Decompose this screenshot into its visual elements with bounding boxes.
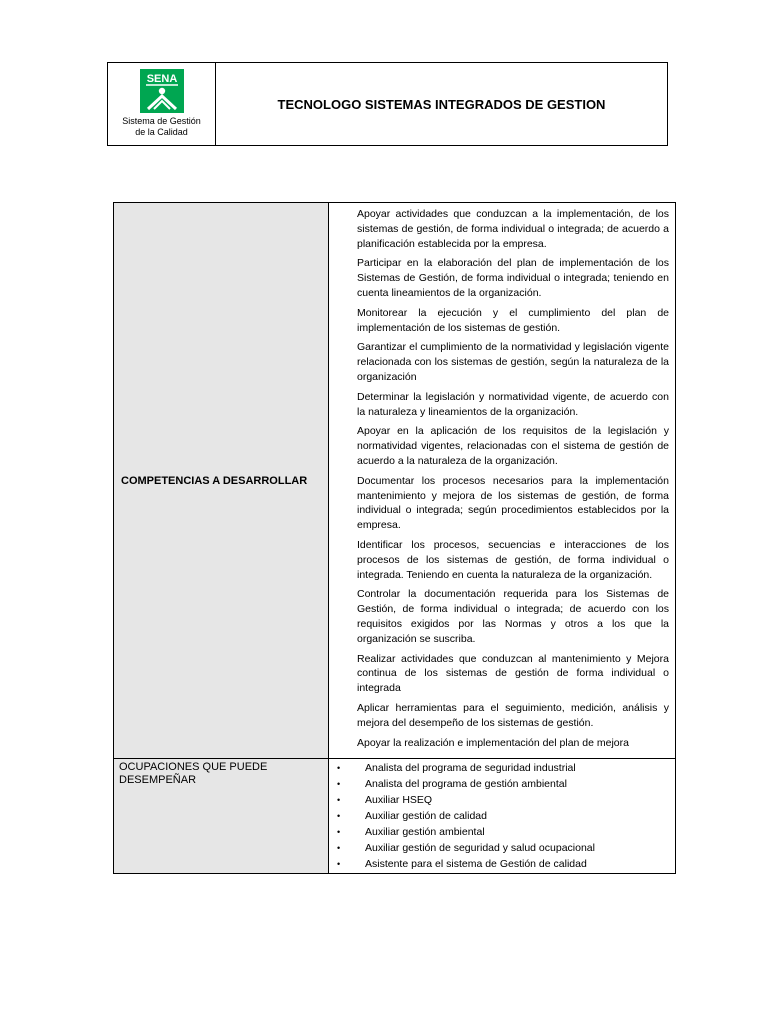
document-title: TECNOLOGO SISTEMAS INTEGRADOS DE GESTION [277, 96, 606, 112]
competencias-label-cell [114, 203, 329, 759]
bullet-icon [335, 207, 357, 251]
competencias-label: COMPETENCIAS A DESARROLLAR [121, 474, 308, 487]
list-item-text: Auxiliar gestión de calidad [365, 810, 487, 823]
sena-logo [140, 69, 184, 113]
bullet-icon [335, 538, 357, 582]
list-item [335, 340, 669, 384]
list-item-text: Auxiliar HSEQ [365, 794, 433, 807]
bullet-icon [335, 652, 357, 696]
ocupaciones-list-cell [329, 759, 676, 874]
bullet-icon [335, 587, 357, 646]
bullet-icon: • [337, 763, 341, 774]
list-item-text: Analista del programa de gestión ambiental [365, 778, 567, 791]
list-item [335, 390, 669, 420]
list-item-text: Realizar actividades que conduzcan al mantenimiento y Mejora continua de los sistemas de gestión de forma individual o integrada [357, 652, 669, 695]
bullet-icon [335, 256, 357, 300]
list-item-text: Auxiliar gestión de seguridad y salud ocupacional [365, 842, 595, 855]
list-item-text: Identificar los procesos, secuencias e interacciones de los procesos de los sistemas de gestión, de forma individual o integrada. Teniendo en cuenta la naturaleza de la organización. [357, 538, 669, 581]
list-item-text: Asistente para el sistema de Gestión de calidad [365, 858, 587, 871]
document-header [107, 62, 668, 146]
logo-caption [122, 116, 201, 138]
list-item [337, 808, 675, 824]
bullet-icon: • [337, 843, 341, 854]
list-item [337, 792, 675, 808]
list-item [337, 856, 675, 872]
ocupaciones-row [114, 759, 676, 874]
list-item [337, 824, 675, 840]
list-item-text: Documentar los procesos necesarios para la implementación mantenimiento y mejora de los sistemas de gestión, de forma individual o integrada; según procedimientos establecidos por la empresa. [357, 474, 669, 532]
competencias-list [329, 203, 675, 758]
list-item-text: Participar en la elaboración del plan de implementación de los Sistemas de Gestión, de forma individual o integrada; teniendo en cuenta lineamientos de la organización. [357, 257, 669, 299]
bullet-icon [335, 340, 357, 384]
bullet-icon [335, 701, 357, 731]
logo-caption-line1: Sistema de Gestión [122, 116, 201, 126]
ocupaciones-list [329, 759, 675, 873]
list-item-text: Controlar la documentación requerida para los Sistemas de Gestión, de forma individual o integrada; de acuerdo con los requisitos exigidos por las Normas y otros a los que la organización se suscriba. [357, 588, 669, 645]
list-item [335, 207, 669, 251]
bullet-icon: • [337, 827, 341, 838]
logo-cell [108, 63, 216, 145]
list-item-text: Apoyar actividades que conduzcan a la implementación, de los sistemas de gestión, de forma individual o integrada; de acuerdo a planificación establecida por la empresa. [357, 208, 669, 250]
list-item [337, 776, 675, 792]
list-item-text: Garantizar el cumplimiento de la normatividad y legislación vigente relacionada con los sistemas de gestión, según la naturaleza de la organización [357, 341, 669, 383]
ocupaciones-label-cell [114, 759, 329, 874]
list-item-text: Determinar la legislación y normatividad vigente, de acuerdo con la naturaleza y lineamientos de la organización. [357, 390, 669, 418]
list-item-text: Aplicar herramientas para el seguimiento, medición, análisis y mejora del desempeño de los sistemas de gestión. [357, 701, 669, 729]
list-item [335, 587, 669, 646]
list-item [335, 424, 669, 468]
competencias-list-cell [329, 203, 676, 759]
ocupaciones-label: OCUPACIONES QUE PUEDE DESEMPEÑAR [119, 761, 268, 787]
bullet-icon [335, 424, 357, 468]
bullet-icon [335, 736, 357, 751]
list-item [335, 474, 669, 533]
list-item [335, 306, 669, 336]
list-item-text: Analista del programa de seguridad industrial [365, 762, 576, 775]
list-item [337, 760, 675, 776]
competencias-row [114, 203, 676, 759]
list-item-text: Auxiliar gestión ambiental [365, 826, 485, 839]
bullet-icon [335, 474, 357, 533]
list-item [335, 736, 669, 751]
list-item-text: Apoyar en la aplicación de los requisitos de la legislación y normatividad vigentes, relacionadas con el sistema de gestión de acuerdo a la naturaleza de la organización. [357, 425, 669, 467]
logo-caption-line2: de la Calidad [135, 127, 188, 137]
list-item-text: Apoyar la realización e implementación del plan de mejora [357, 736, 629, 749]
bullet-icon: • [337, 779, 341, 790]
list-item [335, 538, 669, 582]
list-item-text: Monitorear la ejecución y el cumplimiento del plan de implementación de los sistemas de gestión. [357, 306, 669, 334]
bullet-icon: • [337, 811, 341, 822]
bullet-icon [335, 306, 357, 336]
logo-text: SENA [146, 73, 177, 85]
program-table [113, 202, 676, 874]
bullet-icon: • [337, 795, 341, 806]
list-item [335, 652, 669, 696]
list-item [337, 840, 675, 856]
bullet-icon [335, 390, 357, 420]
list-item [335, 701, 669, 731]
bullet-icon: • [337, 859, 341, 870]
list-item [335, 256, 669, 300]
